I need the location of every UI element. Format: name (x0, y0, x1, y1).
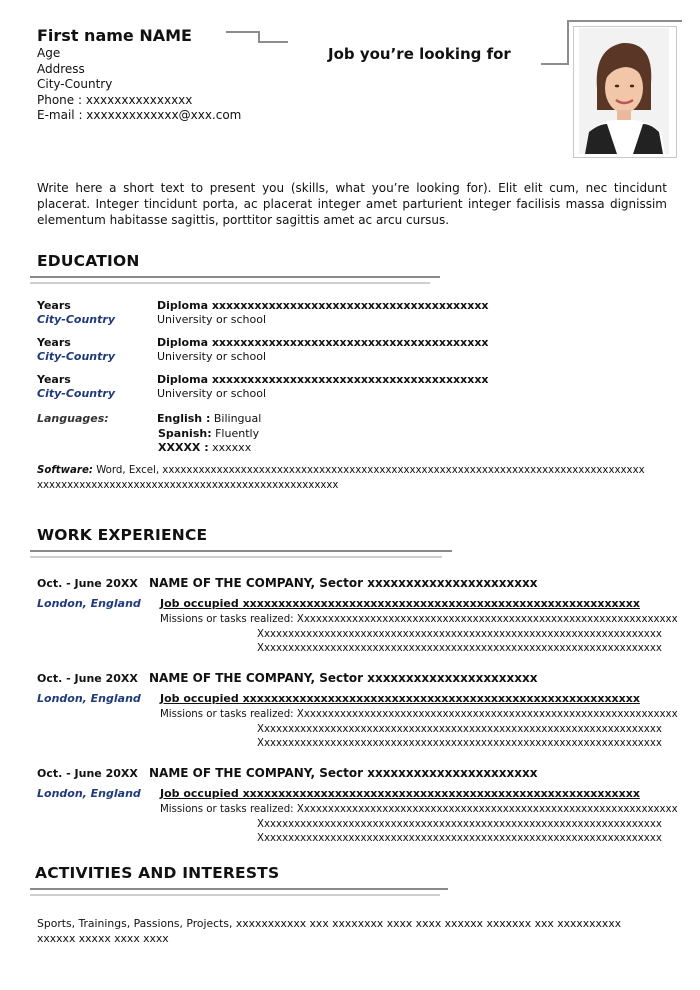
education-years: Years (37, 299, 71, 312)
language-item: English : Bilingual (157, 412, 262, 425)
education-title: EDUCATION (37, 252, 140, 270)
education-detail (157, 299, 489, 327)
work-company: NAME OF THE COMPANY, Sector xxxxxxxxxxxxxxxxxxxxxx (149, 576, 538, 590)
work-date: Oct. - June 20XX (37, 767, 138, 780)
phone: Phone : xxxxxxxxxxxxxxx (37, 92, 193, 107)
work-location: London, England (37, 597, 141, 610)
languages-label: Languages: (37, 412, 109, 425)
header-deco-line-1 (226, 31, 260, 33)
language-item: Spanish: Fluently (158, 426, 260, 440)
candidate-name: First name NAME (37, 26, 192, 45)
work-job: Job occupied xxxxxxxxxxxxxxxxxxxxxxxxxxxxxxxxxxxxxxxxxxxxxxxxxxxxxxxx (160, 597, 640, 610)
work-date: Oct. - June 20XX (37, 672, 138, 685)
education-school: University or school (157, 387, 267, 400)
education-diploma: Diploma xxxxxxxxxxxxxxxxxxxxxxxxxxxxxxxxxxxxxxx (157, 373, 489, 386)
age: Age (37, 46, 61, 60)
work-company: NAME OF THE COMPANY, Sector xxxxxxxxxxxxxxxxxxxxxx (149, 671, 538, 685)
education-item (37, 373, 115, 401)
education-detail (157, 373, 489, 401)
work-tasks: Missions or tasks realized: Xxxxxxxxxxxxxxxxxxxxxxxxxxxxxxxxxxxxxxxxxxxxxxxxxxxxxxxxxxxxxxx Xxxxxxxxxxxxxxxxxxxxxxxxxxxxxxxxxxxxxxxxxxxxxxxxxxxxxxxxxxxxxxxxxxx Xxxxxxxxxxxxxxxxxxxxxxxxxxxxxxxxxxxxxxxxxxxxxxxxxxxxxxxxxxxxxxxxxxx (160, 804, 678, 844)
work-location: London, England (37, 692, 141, 705)
work-location: London, England (37, 787, 141, 800)
language-item: XXXXX : xxxxxx (158, 441, 252, 454)
photo-deco-line-2 (567, 20, 569, 65)
education-years: Years (37, 373, 71, 386)
work-tasks: Missions or tasks realized: Xxxxxxxxxxxxxxxxxxxxxxxxxxxxxxxxxxxxxxxxxxxxxxxxxxxxxxxxxxxxxxx Xxxxxxxxxxxxxxxxxxxxxxxxxxxxxxxxxxxxxxxxxxxxxxxxxxxxxxxxxxxxxxxxxxx Xxxxxxxxxxxxxxxxxxxxxxxxxxxxxxxxxxxxxxxxxxxxxxxxxxxxxxxxxxxxxxxxxxx (160, 614, 678, 654)
intro-paragraph: Write here a short text to present you (skills, what you’re looking for). Elit elit cum, nec tincidunt placerat. Integer tincidunt porta, ac placerat integer amet parturient integer facilisis massa dignissim elementum habitasse sagittis, porttitor sagittis amet ac arcu cursus. (37, 181, 667, 227)
education-item (37, 299, 115, 327)
education-item (37, 336, 115, 364)
work-rule-light (30, 556, 442, 558)
work-date: Oct. - June 20XX (37, 577, 138, 590)
software-block (37, 464, 645, 493)
software-line-2: xxxxxxxxxxxxxxxxxxxxxxxxxxxxxxxxxxxxxxxxxxxxxxxxxx (37, 479, 339, 491)
city-country: City-Country (37, 77, 113, 91)
education-place: City-Country (37, 313, 115, 326)
languages-list (157, 412, 261, 456)
photo-deco-line-1 (541, 63, 569, 65)
activities-rule-light (30, 894, 440, 896)
activities-text: Sports, Trainings, Passions, Projects, xxxxxxxxxxx xxx xxxxxxxx xxxx xxxx xxxxxx xxxxxxx xxx xxxxxxxxxx xxxxxx xxxxx xxxx xxxx (37, 917, 622, 945)
education-rule-light (30, 282, 430, 284)
education-place: City-Country (37, 350, 115, 363)
education-school: University or school (157, 350, 267, 363)
activities-rule (30, 888, 448, 890)
work-rule (30, 550, 452, 552)
work-title: WORK EXPERIENCE (37, 526, 208, 544)
profile-photo (579, 28, 669, 154)
education-school: University or school (157, 313, 267, 326)
work-tasks: Missions or tasks realized: Xxxxxxxxxxxxxxxxxxxxxxxxxxxxxxxxxxxxxxxxxxxxxxxxxxxxxxxxxxxxxxx Xxxxxxxxxxxxxxxxxxxxxxxxxxxxxxxxxxxxxxxxxxxxxxxxxxxxxxxxxxxxxxxxxxx Xxxxxxxxxxxxxxxxxxxxxxxxxxxxxxxxxxxxxxxxxxxxxxxxxxxxxxxxxxxxxxxxxxx (160, 709, 678, 749)
work-company: NAME OF THE COMPANY, Sector xxxxxxxxxxxxxxxxxxxxxx (149, 766, 538, 780)
contact-block (37, 46, 241, 124)
email: E-mail : xxxxxxxxxxxxx@xxx.com (37, 108, 242, 122)
work-job: Job occupied xxxxxxxxxxxxxxxxxxxxxxxxxxxxxxxxxxxxxxxxxxxxxxxxxxxxxxxx (160, 692, 640, 705)
photo-deco-line-3 (567, 20, 682, 22)
portrait-icon (579, 28, 669, 154)
header-deco-line-3 (258, 41, 288, 43)
software-label: Software: (37, 465, 93, 476)
work-job: Job occupied xxxxxxxxxxxxxxxxxxxxxxxxxxxxxxxxxxxxxxxxxxxxxxxxxxxxxxxx (160, 787, 640, 800)
software-line-1: Word, Excel, xxxxxxxxxxxxxxxxxxxxxxxxxxxxxxxxxxxxxxxxxxxxxxxxxxxxxxxxxxxxxxxxxxxxxxxxxxxxxxxx (96, 465, 645, 476)
education-rule (30, 276, 440, 278)
address: Address (37, 61, 85, 76)
education-place: City-Country (37, 387, 115, 400)
education-detail (157, 336, 489, 364)
education-diploma: Diploma xxxxxxxxxxxxxxxxxxxxxxxxxxxxxxxxxxxxxxx (157, 299, 489, 312)
job-title: Job you’re looking for (328, 45, 511, 63)
activities-title: ACTIVITIES AND INTERESTS (35, 864, 280, 882)
education-diploma: Diploma xxxxxxxxxxxxxxxxxxxxxxxxxxxxxxxxxxxxxxx (157, 336, 489, 349)
education-years: Years (37, 336, 71, 349)
